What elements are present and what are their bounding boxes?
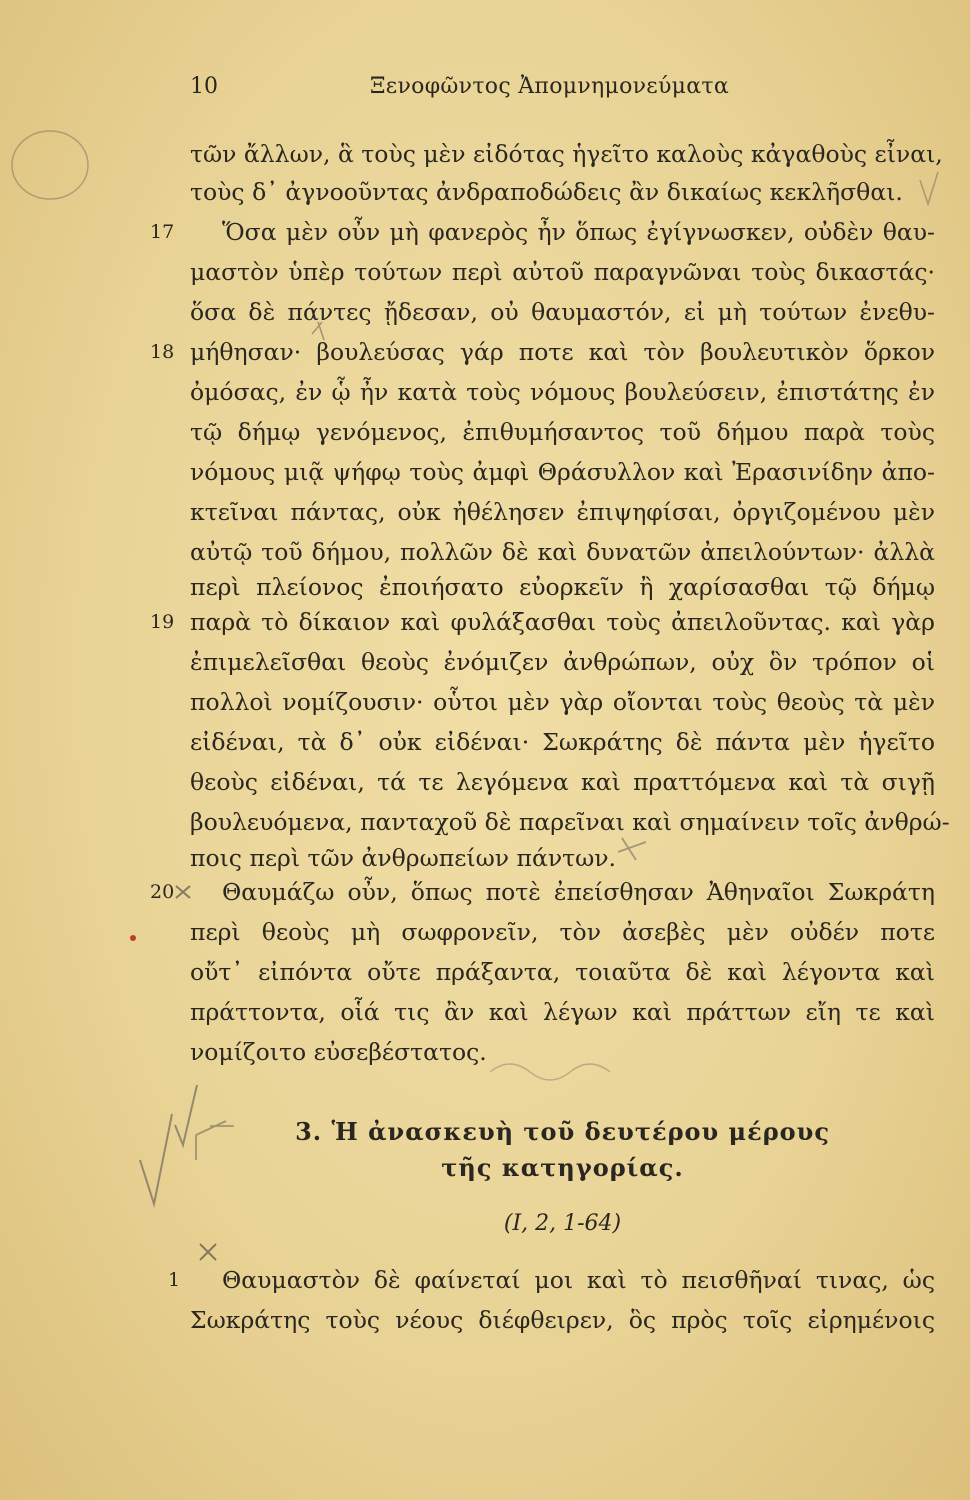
text-line: μαστὸν ὑπὲρ τούτων περὶ αὐτοῦ παραγνῶναι τοὺς δικαστάς· (190, 258, 935, 286)
pencil-check-mark-2 (140, 1114, 172, 1204)
section-number-1: 1 (168, 1269, 181, 1291)
text-line: κτεῖναι πάντας, οὐκ ἠθέλησεν ἐπιψηφίσαι, ὀργιζομένου μὲν (190, 498, 935, 526)
page-number: 10 (190, 74, 218, 99)
text-line: τοὺς δ᾽ ἀγνοοῦντας ἀνδραποδώδεις ἂν δικαίως κεκλῆσθαι. (190, 178, 903, 206)
pencil-cross-mark-2 (176, 886, 190, 898)
text-line: ὀμόσας, ἐν ᾧ ἦν κατὰ τοὺς νόμους βουλεύσειν, ἐπιστάτης ἐν (190, 378, 935, 406)
section-number-20: 20 (150, 881, 175, 903)
text-line: ἐπιμελεῖσθαι θεοὺς ἐνόμιζεν ἀνθρώπων, οὐχ ὃν τρόπον οἱ (190, 648, 935, 676)
text-line: νομίζοιτο εὐσεβέστατος. (190, 1038, 487, 1066)
running-title: Ξενοφῶντος Ἀπομνημονεύματα (370, 74, 730, 99)
text-line: περὶ θεοὺς μὴ σωφρονεῖν, τὸν ἀσεβὲς μὲν οὐδέν ποτε (190, 918, 935, 946)
text-line: Θαυμαστὸν δὲ φαίνεταί μοι καὶ τὸ πεισθῆναί τινας, ὡς (222, 1266, 935, 1294)
text-line: περὶ πλείονος ἐποιήσατο εὐορκεῖν ἢ χαρίσασθαι τῷ δήμῳ (190, 573, 935, 601)
section-number-17: 17 (150, 221, 175, 243)
section-heading-line-2: τῆς κατηγορίας. (441, 1153, 684, 1182)
section-number-19: 19 (150, 611, 175, 633)
text-line: νόμους μιᾷ ψήφῳ τοὺς ἀμφὶ Θράσυλλον καὶ Ἐρασινίδην ἀπο- (190, 458, 935, 486)
text-line: ὅσα δὲ πάντες ᾔδεσαν, οὐ θαυμαστόν, εἰ μὴ τούτων ἐνεθυ- (190, 298, 935, 326)
text-line: εἰδέναι, τὰ δ᾽ οὐκ εἰδέναι· Σωκράτης δὲ πάντα μὲν ἡγεῖτο (190, 728, 935, 756)
running-head (190, 74, 750, 108)
text-line: πολλοὶ νομίζουσιν· οὗτοι μὲν γὰρ οἴονται τοὺς θεοὺς τὰ μὲν (190, 688, 935, 716)
text-line: Σωκράτης τοὺς νέους διέφθειρεν, ὃς πρὸς τοῖς εἰρημένοις (190, 1306, 935, 1334)
text-line: ποις περὶ τῶν ἀνθρωπείων πάντων. (190, 844, 617, 872)
text-line: θεοὺς εἰδέναι, τά τε λεγόμενα καὶ πραττόμενα καὶ τὰ σιγῇ (190, 768, 935, 796)
pencil-circle-mark (12, 131, 88, 199)
text-line: οὔτ᾽ εἰπόντα οὔτε πράξαντα, τοιαῦτα δὲ καὶ λέγοντα καὶ (190, 958, 935, 986)
pencil-cross-mark (200, 1244, 216, 1260)
text-line: βουλευόμενα, πανταχοῦ δὲ παρεῖναι καὶ σημαίνειν τοῖς ἀνθρώ- (190, 808, 950, 836)
section-number-18: 18 (150, 341, 175, 363)
text-line: αὐτῷ τοῦ δήμου, πολλῶν δὲ καὶ δυνατῶν ἀπειλούντων· ἀλλὰ (190, 538, 935, 566)
section-heading-line-1: 3. Ἡ ἀνασκευὴ τοῦ δευτέρου μέρους (295, 1117, 830, 1146)
text-line: Ὅσα μὲν οὖν μὴ φανερὸς ἦν ὅπως ἐγίγνωσκεν, οὐδὲν θαυ- (222, 218, 935, 246)
red-dot-mark (130, 935, 136, 941)
text-line: παρὰ τὸ δίκαιον καὶ φυλάξασθαι τοὺς ἀπειλοῦντας. καὶ γὰρ (190, 608, 935, 636)
text-line: μήθησαν· βουλεύσας γάρ ποτε καὶ τὸν βουλευτικὸν ὅρκον (190, 338, 935, 366)
section-reference: (I, 2, 1-64) (503, 1211, 622, 1236)
text-line: Θαυμάζω οὖν, ὅπως ποτὲ ἐπείσθησαν Ἀθηναῖοι Σωκράτη (222, 878, 935, 906)
text-line: τῶν ἄλλων, ἃ τοὺς μὲν εἰδότας ἡγεῖτο καλοὺς κἀγαθοὺς εἶναι, (190, 140, 943, 168)
text-line: πράττοντα, οἷά τις ἂν καὶ λέγων καὶ πράττων εἴη τε καὶ (190, 998, 935, 1026)
text-line: τῷ δήμῳ γενόμενος, ἐπιθυμήσαντος τοῦ δήμου παρὰ τοὺς (190, 418, 935, 446)
